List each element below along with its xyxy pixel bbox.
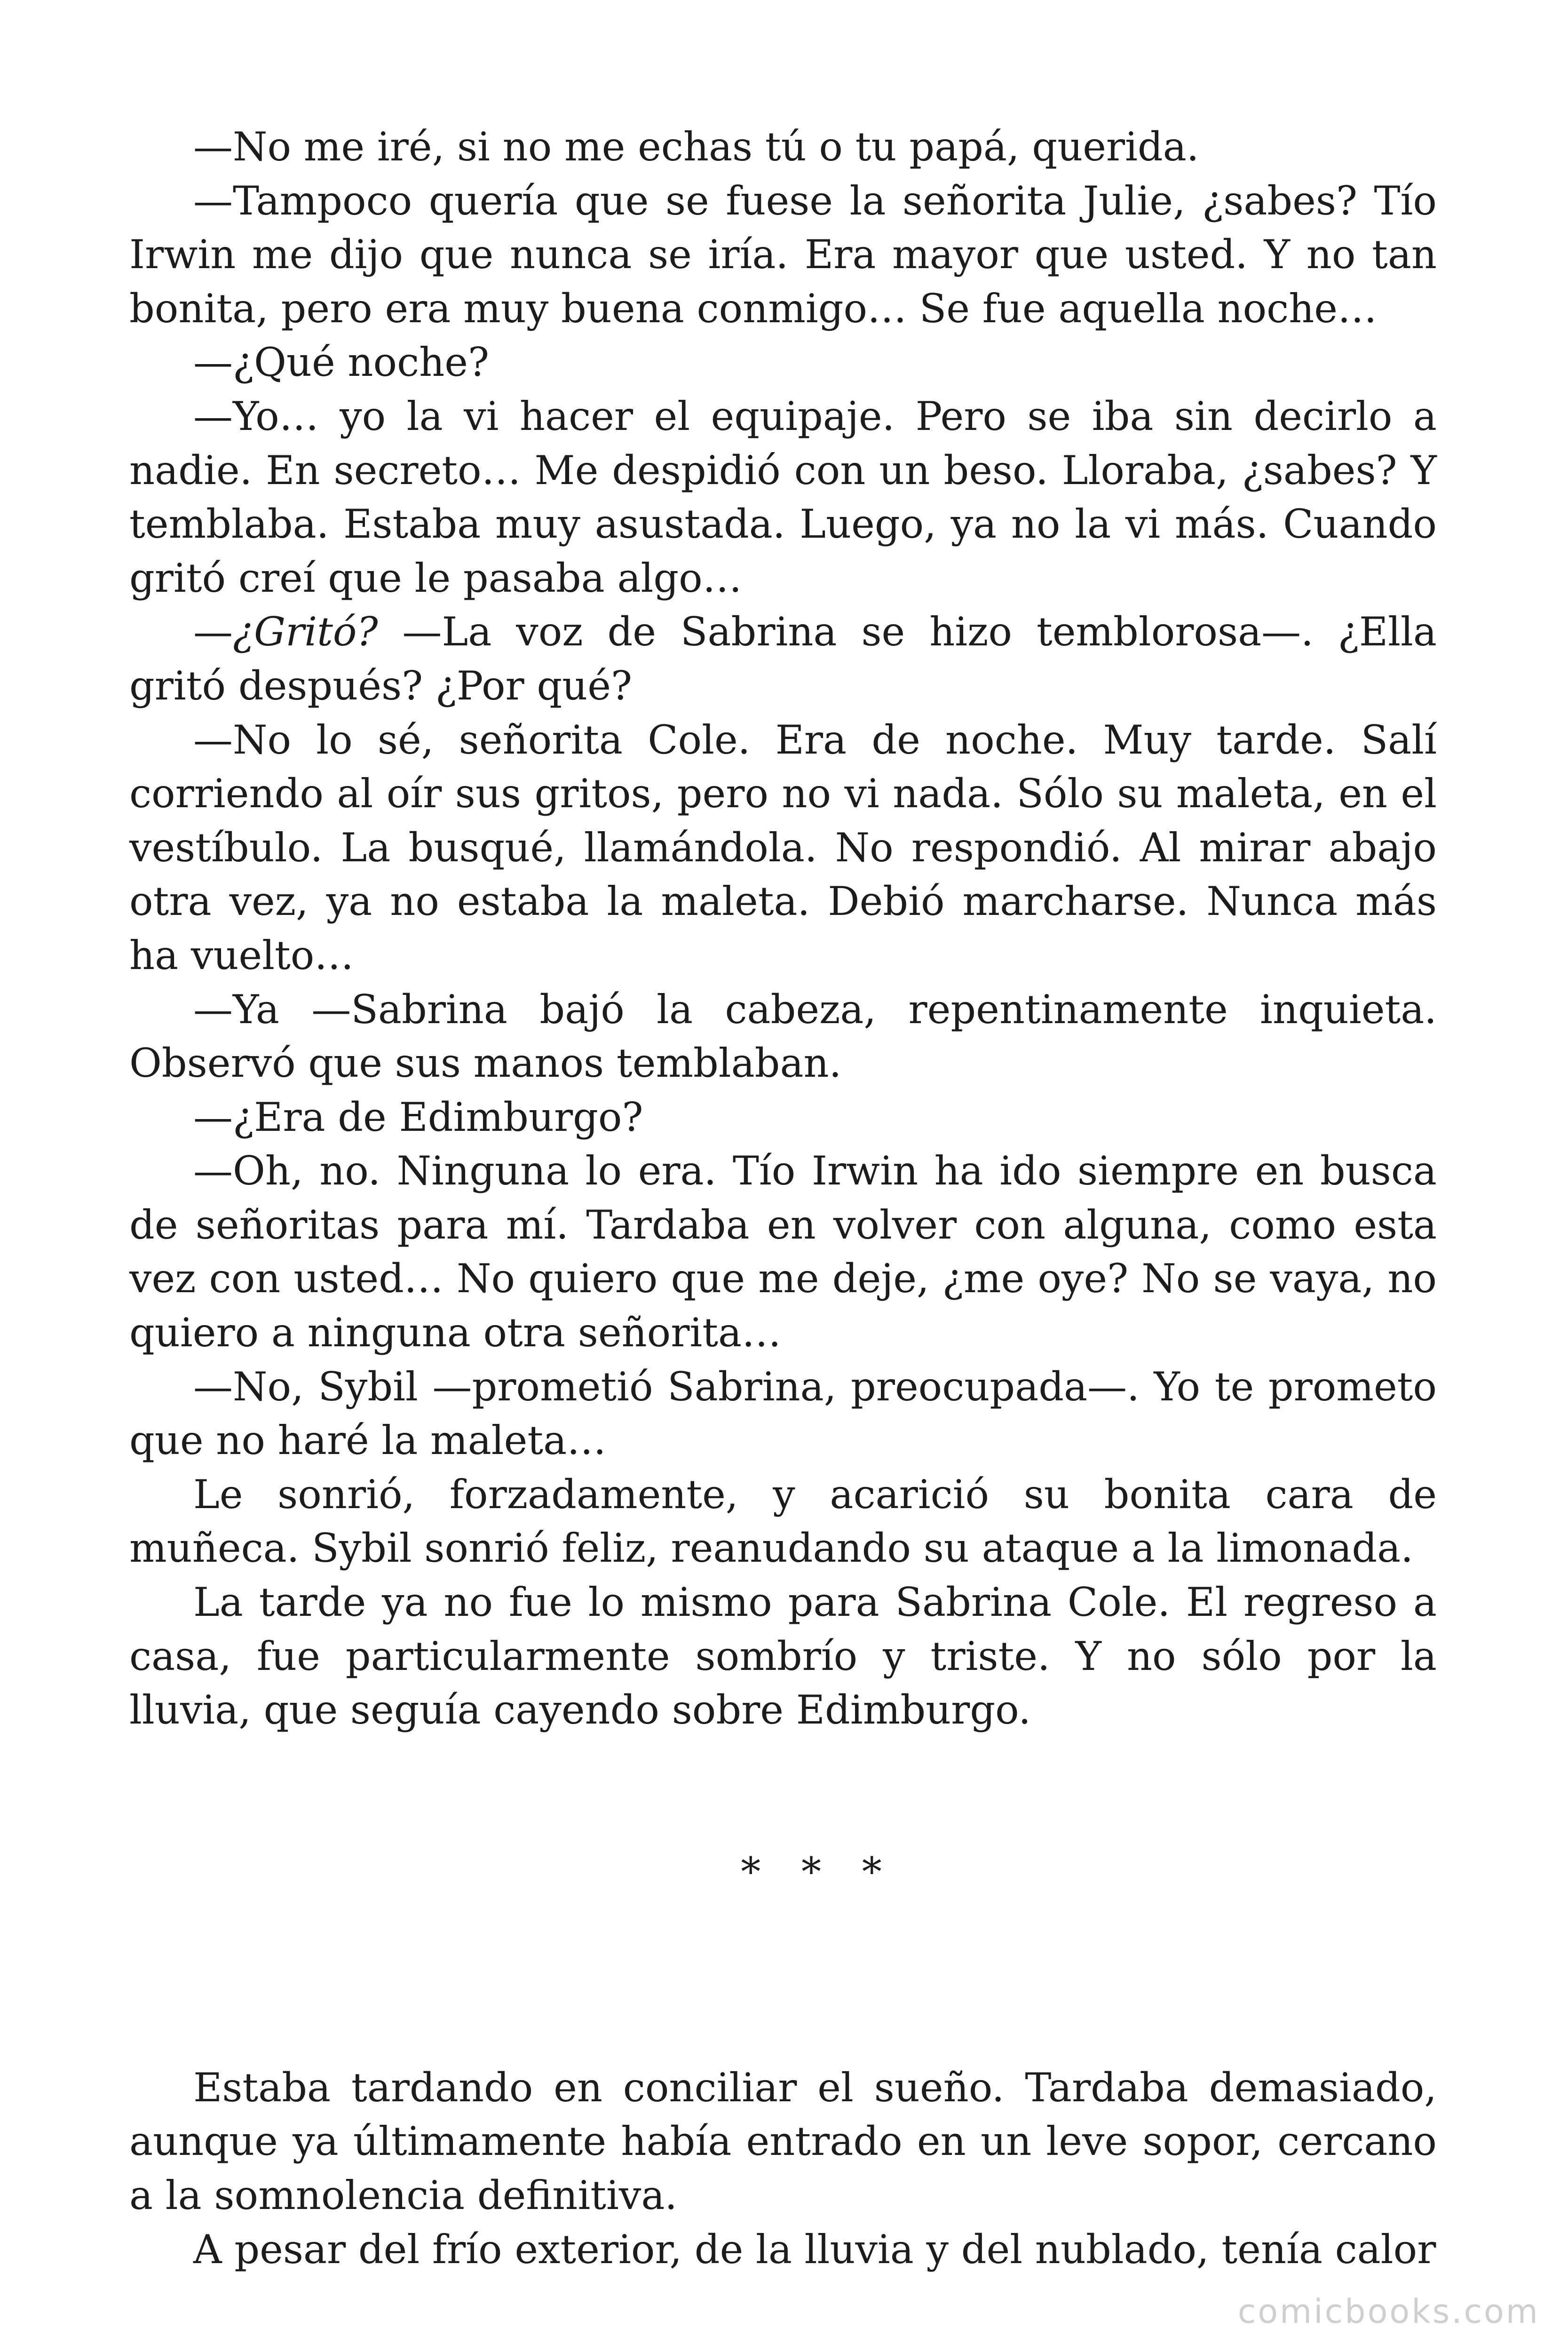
book-page <box>129 120 1437 2276</box>
paragraph: —Oh, no. Ninguna lo era. Tío Irwin ha ido siempre en busca de señoritas para mí. Tardaba en volver con alguna, como esta vez con usted… No quiero que me deje, ¿me oye? No se vaya, no quiero a ninguna otra señorita… <box>129 1148 1437 1356</box>
italic-phrase: ¿Gritó? <box>233 609 378 655</box>
paragraph: A pesar del frío exterior, de la lluvia y del nublado, tenía calor <box>193 2226 1436 2273</box>
paragraph: —No me iré, si no me echas tú o tu papá, querida. <box>193 124 1199 170</box>
paragraph-rest: —La voz de Sabrina se hizo temblorosa—. ¿Ella gritó después? ¿Por qué? <box>129 609 1437 709</box>
paragraph <box>129 605 1437 713</box>
paragraph: —¿Era de Edimburgo? <box>193 1094 643 1140</box>
paragraph: —¿Qué noche? <box>193 339 489 386</box>
paragraph: —Tampoco quería que se fuese la señorita Julie, ¿sabes? Tío Irwin me dijo que nunca se iría. Era mayor que usted. Y no tan bonita, pero era muy buena conmigo… Se fue aquella noche… <box>129 177 1437 332</box>
dialogue-dash: — <box>193 609 233 655</box>
paragraph: La tarde ya no fue lo mismo para Sabrina Cole. El regreso a casa, fue particularmente sombrío y triste. Y no sólo por la lluvia, que seguía cayendo sobre Edimburgo. <box>129 1579 1437 1733</box>
paragraph: —Yo… yo la vi hacer el equipaje. Pero se iba sin decirlo a nadie. En secreto… Me despidió con un beso. Lloraba, ¿sabes? Y temblaba. Estaba muy asustada. Luego, ya no la vi más. Cuando gritó creí que le pasaba algo… <box>129 393 1437 601</box>
paragraph: —Ya —Sabrina bajó la cabeza, repentinamente inquieta. Observó que sus manos temblaban. <box>129 986 1437 1087</box>
paragraph: —No lo sé, señorita Cole. Era de noche. Muy tarde. Salí corriendo al oír sus gritos, pero no vi nada. Sólo su maleta, en el vestíbulo. La busqué, llamándola. No respondió. Al mirar abajo otra vez, ya no estaba la maleta. Debió marcharse. Nunca más ha vuelto… <box>129 716 1437 978</box>
section-separator: * * * <box>741 1848 896 1895</box>
paragraph: —No, Sybil —prometió Sabrina, preocupada—. Yo te prometo que no haré la maleta… <box>129 1363 1437 1464</box>
watermark: comicbooks.com <box>1237 2292 1540 2331</box>
paragraph: Le sonrió, forzadamente, y acarició su bonita cara de muñeca. Sybil sonrió feliz, reanudando su ataque a la limonada. <box>129 1471 1437 1572</box>
paragraph: Estaba tardando en conciliar el sueño. Tardaba demasiado, aunque ya últimamente había entrado en un leve sopor, cercano a la somnolencia definitiva. <box>129 2064 1437 2218</box>
section-gap <box>129 1953 1437 2061</box>
